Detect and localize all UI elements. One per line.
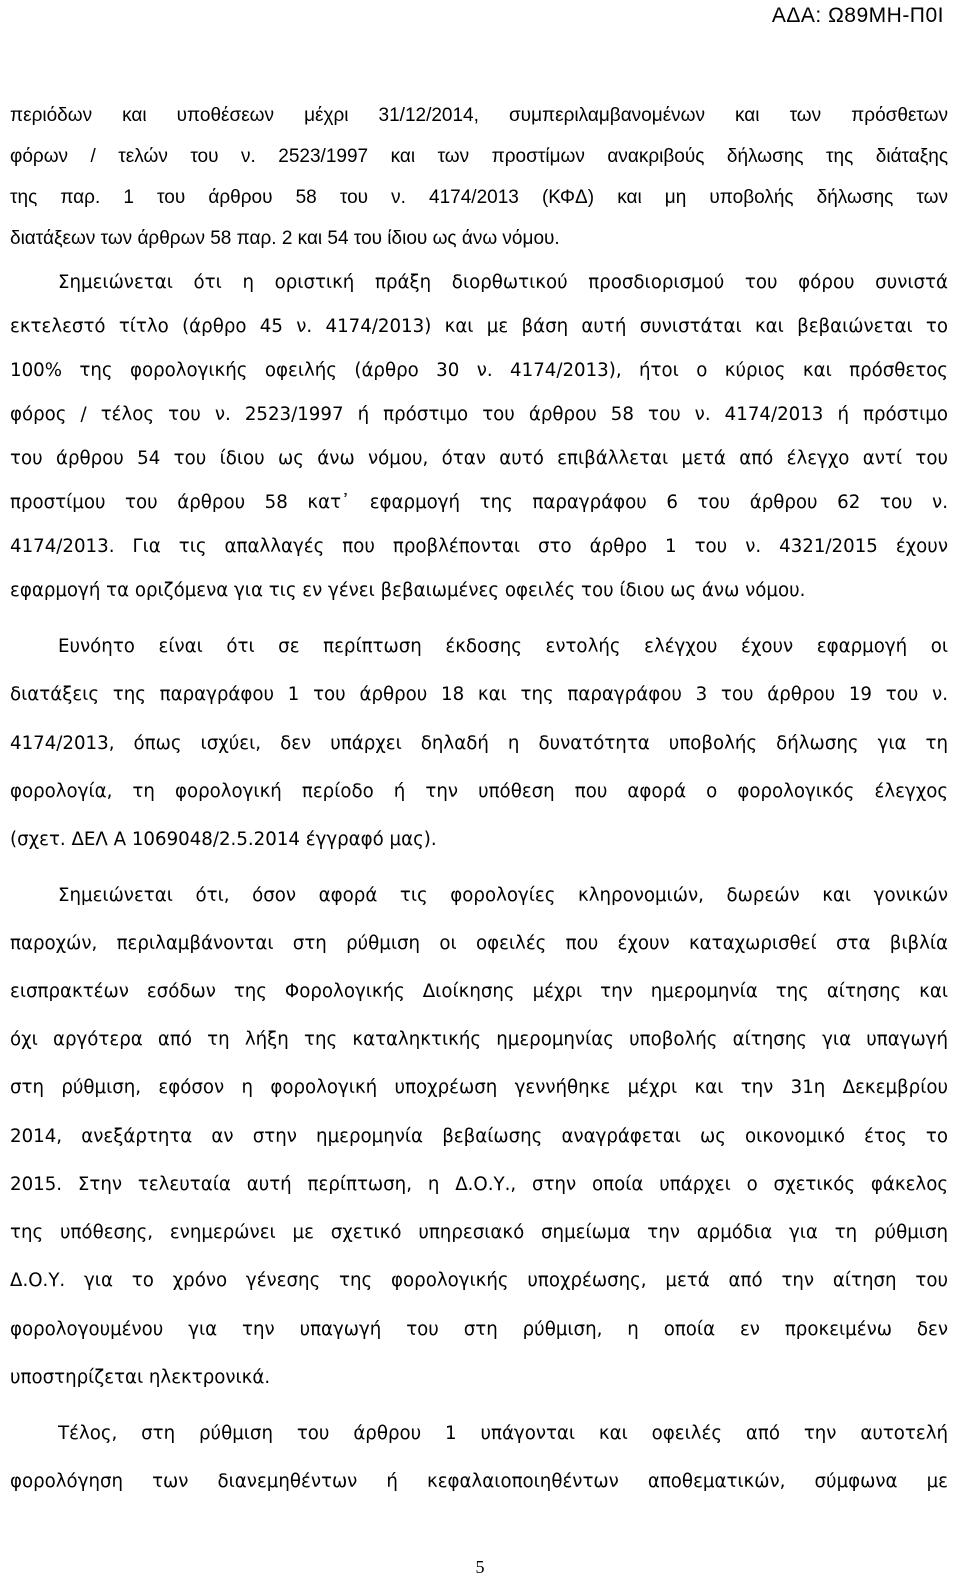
text-line: 100% της φορολογικής οφειλής (άρθρο 30 ν. 4174/2013), ήτοι ο κύριος και πρόσθετος xyxy=(10,360,948,381)
text-line: στη ρύθμιση, εφόσον η φορολογική υποχρέωση γεννήθηκε μέχρι και την 31η Δεκεμβρίου xyxy=(10,1077,948,1098)
text-line: φόρων / τελών του ν. 2523/1997 και των προστίμων ανακριβούς δήλωσης της διάταξης xyxy=(10,146,948,167)
text-line: της παρ. 1 του άρθρου 58 του ν. 4174/2013 (ΚΦΔ) και μη υποβολής δήλωσης των xyxy=(10,187,948,208)
page-number: 5 xyxy=(475,1557,485,1577)
text-line: 4174/2013, όπως ισχύει, δεν υπάρχει δηλαδή η δυνατότητα υποβολής δήλωσης για τη xyxy=(10,733,948,754)
text-line: Σημειώνεται ότι η οριστική πράξη διορθωτικού προσδιορισμού του φόρου συνιστά xyxy=(58,272,948,293)
text-line: εκτελεστό τίτλο (άρθρο 45 ν. 4174/2013) και με βάση αυτή συνιστάται και βεβαιώνεται το xyxy=(10,316,948,337)
text-line: του άρθρου 54 του ίδιου ως άνω νόμου, όταν αυτό επιβάλλεται μετά από έλεγχο αντί του xyxy=(10,448,948,469)
text-line: όχι αργότερα από τη λήξη της καταληκτικής ημερομηνίας υποβολής αίτησης για υπαγωγή xyxy=(10,1029,948,1050)
text-line: περιόδων και υποθέσεων μέχρι 31/12/2014, συμπεριλαμβανομένων και των πρόσθετων xyxy=(10,105,948,126)
text-line: φόρος / τέλος του ν. 2523/1997 ή πρόστιμο του άρθρου 58 του ν. 4174/2013 ή πρόστιμο xyxy=(10,404,948,425)
text-line: φορολογουμένου για την υπαγωγή του στη ρύθμιση, η οποία εν προκειμένω δεν xyxy=(10,1319,948,1340)
text-line: της υπόθεσης, ενημερώνει με σχετικό υπηρεσιακό σημείωμα την αρμόδια για τη ρύθμιση xyxy=(10,1222,948,1243)
text-line: Δ.Ο.Υ. για το χρόνο γένεσης της φορολογικής υποχρέωσης, μετά από την αίτηση του xyxy=(10,1270,948,1291)
ada-code-header: ΑΔΑ: Ω89ΜΗ-Π0Ι xyxy=(771,4,944,27)
text-line: προστίμου του άρθρου 58 κατ᾽ εφαρμογή της παραγράφου 6 του άρθρου 62 του ν. xyxy=(10,492,948,513)
text-line: (σχετ. ΔΕΛ Α 1069048/2.5.2014 έγγραφό μας). xyxy=(10,829,437,850)
text-line: εφαρμογή τα οριζόμενα για τις εν γένει βεβαιωμένες οφειλές του ίδιου ως άνω νόμου. xyxy=(10,580,806,601)
text-line: Τέλος, στη ρύθμιση του άρθρου 1 υπάγονται και οφειλές από την αυτοτελή xyxy=(58,1423,948,1444)
text-line: φορολόγηση των διανεμηθέντων ή κεφαλαιοποιηθέντων αποθεματικών, σύμφωνα με xyxy=(10,1471,948,1492)
text-line: διατάξεις της παραγράφου 1 του άρθρου 18 και της παραγράφου 3 του άρθρου 19 του ν. xyxy=(10,684,948,705)
text-line: παροχών, περιλαμβάνονται στη ρύθμιση οι οφειλές που έχουν καταχωρισθεί στα βιβλία xyxy=(10,933,948,954)
text-line: 2015. Στην τελευταία αυτή περίπτωση, η Δ.Ο.Υ., στην οποία υπάρχει ο σχετικός φάκελος xyxy=(10,1174,948,1195)
text-line: φορολογία, τη φορολογική περίοδο ή την υπόθεση που αφορά ο φορολογικός έλεγχος xyxy=(10,781,948,802)
text-line: εισπρακτέων εσόδων της Φορολογικής Διοίκησης μέχρι την ημερομηνία της αίτησης και xyxy=(10,981,948,1002)
text-line: διατάξεων των άρθρων 58 παρ. 2 και 54 του ίδιου ως άνω νόμου. xyxy=(10,228,560,249)
text-line: 2014, ανεξάρτητα αν στην ημερομηνία βεβαίωσης αναγράφεται ως οικονομικό έτος το xyxy=(10,1126,948,1147)
text-line: υποστηρίζεται ηλεκτρονικά. xyxy=(10,1367,271,1388)
text-line: 4174/2013. Για τις απαλλαγές που προβλέπονται στο άρθρο 1 του ν. 4321/2015 έχουν xyxy=(10,536,948,557)
text-line: Σημειώνεται ότι, όσον αφορά τις φορολογίες κληρονομιών, δωρεών και γονικών xyxy=(58,885,948,906)
text-line: Ευνόητο είναι ότι σε περίπτωση έκδοσης εντολής ελέγχου έχουν εφαρμογή οι xyxy=(58,636,948,657)
